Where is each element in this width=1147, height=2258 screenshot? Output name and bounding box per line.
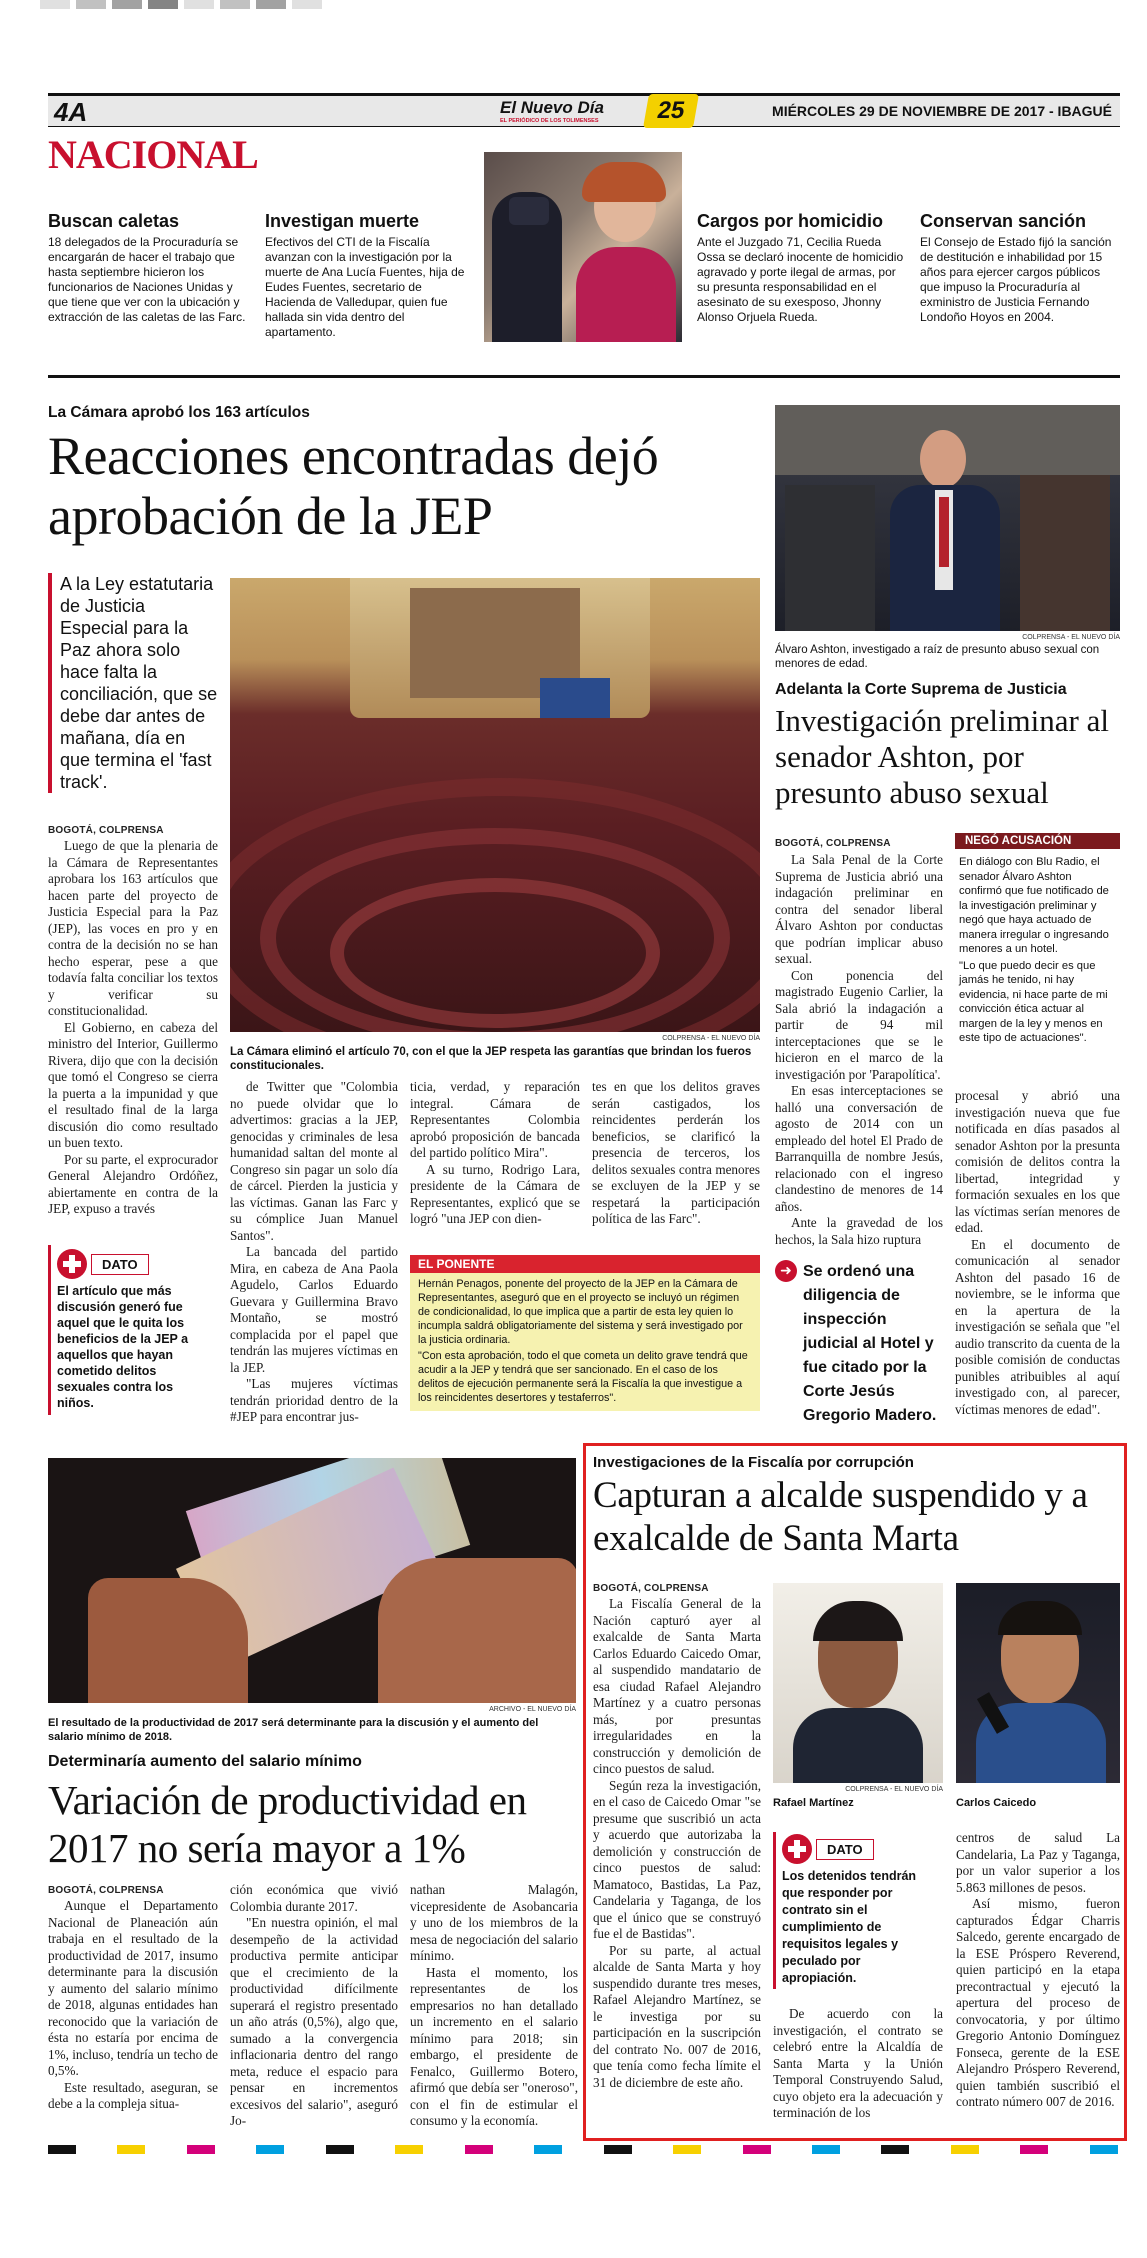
- alcalde-col2: [773, 2006, 943, 2122]
- jep-photo-credit: COLPRENSA - EL NUEVO DÍA: [662, 1035, 760, 1042]
- brief-title: Buscan caletas: [48, 211, 180, 231]
- dato-label: DATO: [91, 1254, 149, 1275]
- section-divider: [48, 375, 1120, 378]
- section-title: NACIONAL: [48, 132, 258, 177]
- paragraph: ción económica que vivió Colombia durante 2017.: [230, 1882, 398, 1914]
- alcalde-byline-text: BOGOTÁ, COLPRENSA: [593, 1583, 709, 1594]
- paragraph: En el documento de comunicación al senador Ashton del pasado 16 de noviembre, se le informa que en la apertura de la investigación se señala que "el audio transcrito da cuenta de la posible comisión de conductas punibles atribuibles al aquí investigado con, al parecer, víctimas menores de edad".: [955, 1236, 1120, 1417]
- paragraph: centros de salud La Candelaria, La Paz y Taganga, por un valor superior a los 5.863 millones de pesos.: [956, 1830, 1120, 1895]
- paragraph: De acuerdo con la investigación, el contrato se celebró entre la Alcaldía de Santa Marta y la Unión Temporal Construyendo Salud, cuyo objeto era la adecuación y terminación de los: [773, 2006, 943, 2120]
- brief-text: Efectivos del CTI de la Fiscalía avanzan con la investigación por la muerte de Ana Lucía Fuentes, hija de Eudes Fuentes, secretario de Hacienda de Valledupar, quien fue hallada sin vida dentro del apartamento.: [265, 235, 465, 339]
- box-quote: "Lo que puedo decir es que jamás he tenido, ni hay evidencia, ni hace parte de mi convicción ética actuar al margen de la ley y menos en este tipo de actuaciones".: [959, 959, 1108, 1044]
- paragraph: ticia, verdad, y reparación integral. Cámara de Representantes Colombia aprobó proposición de bancada del partido político Mira".: [410, 1079, 580, 1160]
- paragraph: procesal y abrió una investigación nueva que fue notificada en días pasados al senador Ashton por la presunta comisión de delitos contra la libertad, integridad y formación sexuales en los que las víctimas serían menores de edad.: [955, 1088, 1120, 1235]
- salario-photo-money: [48, 1458, 576, 1703]
- ashton-col2: [955, 1088, 1120, 1418]
- paragraph: "En nuestra opinión, el mal desempeño de la actividad productiva permite anticipar que el crecimiento de la productividad difícilmente superará el registro presentado un año atrás (0,5%), algo que, sumado a la convergencia inflacionaria dentro del rango meta, reduce el espacio para pensar en incrementos excesivos del salario", aseguró Jo-: [230, 1915, 398, 2128]
- salario-byline: [48, 1880, 164, 1898]
- dato-label: DATO: [816, 1839, 874, 1860]
- paragraph: Con ponencia del magistrado Eugenio Carlier, la Sala abrió la indagación a partir de 94 mil interceptaciones que se le hicieron en el marco de la investigación por 'Parapolítica'.: [775, 967, 943, 1082]
- color-registration-bar-top: [40, 0, 1100, 9]
- paragraph: Aunque el Departamento Nacional de Planeación aún trabaja en el resultado de la productividad de 2017, insumo determinante para la discusión y aumento del salario mínimo de 2018, algunas entidades han reconocido que la variación de ésta no estaría por encima de 1%, incluso, tendría un techo de 0,5%.: [48, 1898, 218, 2078]
- alcalde-col1: [593, 1596, 761, 2091]
- anniversary-number: 25: [655, 97, 687, 124]
- brief-2: [265, 211, 465, 340]
- paragraph: La Sala Penal de la Corte Suprema de Justicia abrió una indagación preliminar en contra del senador liberal Álvaro Ashton por conductas que podrían implicar abuso sexual.: [775, 852, 943, 966]
- alcalde-col3: [956, 1830, 1120, 2111]
- paragraph: tes en que los delitos graves serán castigados, los reincidentes perderán los beneficios, se clarificó la presencia de terceros, los delitos sexuales contra menores se excluyen de la JEP y se respetará la participación política de las Farc".: [592, 1079, 760, 1226]
- nego-acusacion-box: [955, 833, 1120, 1046]
- dato-text: Los detenidos tendrán que responder por contrato sin el cumplimiento de requisitos legales y peculado por apropiación.: [782, 1869, 917, 1985]
- jep-deck: [48, 573, 218, 793]
- alcalde-headline: Capturan a alcalde suspendido y a exalcalde de Santa Marta: [593, 1475, 1088, 1559]
- caption-carlos: Carlos Caicedo: [956, 1797, 1037, 1809]
- ponente-quote: "Con esta aprobación, todo el que cometa un delito grave tendrá que acudir a la JEP y tendrá que ser sancionado. En el caso de los delitos de ejecución permanente será la Fiscalía la que investigue a los reincidentes desertores y testaferros".: [418, 1350, 748, 1404]
- brief-text: 18 delegados de la Procuraduría se encargarán de hacer el trabajo que hasta septiembre hicieron los funcionarios de Naciones Unidas y que tiene que ver con la ubicación y extracción de las caletas de las Farc.: [48, 235, 246, 324]
- jep-dato-box: [48, 1245, 218, 1415]
- salario-col1: [48, 1898, 218, 2113]
- ashton-pullquote: [775, 1260, 943, 1428]
- alcalde-byline: [593, 1578, 709, 1596]
- salario-photo-credit: ARCHIVO - EL NUEVO DÍA: [489, 1706, 576, 1713]
- plus-icon: [57, 1249, 87, 1279]
- photo-carlos-caicedo: [956, 1583, 1120, 1783]
- salario-headline: Variación de productividad en 2017 no sería mayor a 1%: [48, 1777, 527, 1871]
- paragraph: Por su parte, el exprocurador General Alejandro Ordóñez, abiertamente en contra de la JEP, expuso a través: [48, 1151, 218, 1216]
- salario-col2: [230, 1882, 398, 2130]
- ponente-text: Hernán Penagos, ponente del proyecto de la JEP en la Cámara de Representantes, aseguró que en el proyecto se incluyó un régimen de condicionalidad, lo que implica que a partir de esta ley quien lo incumpla saldrá obligatoriamente del sistema y será investigado por la justicia ordinaria.: [418, 1278, 743, 1346]
- caption-rafael: Rafael Martínez: [773, 1797, 854, 1809]
- paragraph: Hasta el momento, los representantes de los empresarios no han detallado un incremento en el salario mínimo para 2018; sin embargo, el presidente de Fenalco, Guillermo Botero, afirmó que debía ser "oneroso", con el fin de estimular el consumo y la economía.: [410, 1964, 578, 2128]
- brief-3: [697, 211, 907, 325]
- ponente-label: EL PONENTE: [410, 1255, 760, 1273]
- jep-col3: [410, 1079, 580, 1228]
- paragraph: Según reza la investigación, en el caso de Caicedo Omar "se presume que suscribió un acta y acuerdo que autorizaba la demolición y construcción de cinco puestos de salud: Mamatoco, Bastidas, La Paz, Candelaria y Taganga, de los que el único que se construyó fue el de Bastidas".: [593, 1777, 761, 1941]
- arrow-right-icon: ➜: [775, 1260, 797, 1282]
- anniversary-badge: [643, 94, 699, 128]
- paragraph: A su turno, Rodrigo Lara, presidente de la Cámara de Representantes, explicó que se logró "una JEP con dien-: [410, 1161, 580, 1226]
- header-date: MIÉRCOLES 29 DE NOVIEMBRE DE 2017 - IBAGUÉ: [772, 103, 1112, 119]
- brief-1: [48, 211, 253, 325]
- paragraph: nathan Malagón, vicepresidente de Asobancaria y uno de los miembros de la mesa de negociación del salario mínimo.: [410, 1882, 578, 1963]
- paragraph: La bancada del partido Mira, en cabeza de Ana Paola Agudelo, Carlos Eduardo Guevara y Guillermina Bravo Montaño, se mostró complacida por el papel que tendrán las mujeres víctimas en la JEP.: [230, 1244, 398, 1375]
- brief-title: Cargos por homicidio: [697, 211, 884, 231]
- paragraph: El Gobierno, en cabeza del ministro del Interior, Guillermo Rivera, dijo que con la decisión que tomó el Congreso se cierra la puerta a la impunidad y que el resultado final de la larga discusión dio como resultado un buen texto.: [48, 1019, 218, 1150]
- salario-photo-caption: El resultado de la productividad de 2017 será determinante para la discusión y el aumento del salario mínimo de 2018.: [48, 1717, 539, 1743]
- paragraph: "Las mujeres víctimas tendrán prioridad dentro de la #JEP para encontrar jus-: [230, 1376, 398, 1424]
- plus-icon: [782, 1834, 812, 1864]
- brief-title: Conservan sanción: [920, 211, 1087, 231]
- ashton-photo-caption: Álvaro Ashton, investigado a raíz de presunto abuso sexual con menores de edad.: [775, 644, 1100, 670]
- ashton-byline-text: BOGOTÁ, COLPRENSA: [775, 838, 891, 849]
- jep-photo-caption: La Cámara eliminó el artículo 70, con el que la JEP respeta las garantías que brindan los fueros constitucionales.: [230, 1046, 752, 1072]
- brief-photo: [484, 152, 682, 342]
- ashton-col1: [775, 852, 943, 1248]
- alcalde-dato-box: [773, 1832, 943, 1989]
- dato-text: El artículo que más discusión generó fue aquel que le quita los beneficios de la JEP a aquellos que hayan cometido delitos sexuales contra los niños.: [57, 1284, 189, 1410]
- alcalde-kicker: Investigaciones de la Fiscalía por corrupción: [593, 1454, 914, 1471]
- paragraph: Luego de que la plenaria de la Cámara de Representantes aprobara los 163 artículos que hacen parte del proyecto de Justicia Especial para la Paz (JEP), las voces en pro y en contra de la decisión no se han hecho esperar, pese a que todavía falta conciliar los textos y verificar su constitucionalidad.: [48, 838, 218, 1018]
- paragraph: La Fiscalía General de la Nación capturó ayer al exalcalde de Santa Marta Carlos Eduardo Caicedo Omar, al suspendido mandatario de esa ciudad Rafael Alejandro Martínez y a cuatro personas más, por presuntas irregularidades en la construcción y demolición de cinco puestos de salud.: [593, 1596, 761, 1776]
- jep-kicker: La Cámara aprobó los 163 artículos: [48, 404, 310, 421]
- salario-byline-text: BOGOTÁ, COLPRENSA: [48, 1885, 164, 1896]
- jep-byline-text: BOGOTÁ, COLPRENSA: [48, 825, 164, 836]
- salario-col3: [410, 1882, 578, 2130]
- jep-col4: [592, 1079, 760, 1228]
- paragraph: Este resultado, aseguran, se debe a la compleja situa-: [48, 2079, 218, 2111]
- color-registration-bar-bottom: [48, 2145, 1118, 2155]
- ashton-byline: [775, 833, 891, 851]
- newspaper-logo: [500, 98, 640, 126]
- paragraph: Por su parte, al actual alcalde de Santa Marta y hoy suspendido durante tres meses, Rafael Alejandro Martínez, se le investiga por su participación en la suscripción del contrato No. 007 de 2016, que tenía como fecha límite el 31 de diciembre de este año.: [593, 1942, 761, 2090]
- jep-headline: Reacciones encontradas dejó aprobación de la JEP: [48, 426, 659, 546]
- jep-col2: [230, 1079, 398, 1426]
- box-label: NEGÓ ACUSACIÓN: [955, 833, 1120, 849]
- ashton-headline: Investigación preliminar al senador Ashton, por presunto abuso sexual: [775, 703, 1109, 810]
- ponente-box: [410, 1255, 760, 1411]
- pullquote-text: Se ordenó una diligencia de inspección judicial al Hotel y fue citado por la Corte Jesús Gregorio Madero.: [803, 1263, 937, 1424]
- alcalde-photo-credit: COLPRENSA - EL NUEVO DÍA: [845, 1786, 943, 1793]
- paragraph: de Twitter que "Colombia no puede olvidar que lo advertimos: gracias a la JEP, genocidas y criminales de lesa humanidad saltan del monte al Congreso sin pagar un solo día de cárcel. Pierden la justicia y las víctimas. Ganan las Farc y su cómplice Juan Manuel Santos".: [230, 1079, 398, 1243]
- brief-text: Ante el Juzgado 71, Cecilia Rueda Ossa se declaró inocente de homicidio agravado y porte ilegal de armas, por su presunta responsabilidad en el asesinato de su exesposo, Jhonny Alonso Orjuela Rueda.: [697, 235, 904, 324]
- jep-byline: [48, 820, 164, 838]
- logo-tagline: EL PERIÓDICO DE LOS TOLIMENSES: [500, 118, 599, 124]
- page-header: [48, 93, 1120, 127]
- page-number: 4A: [54, 97, 88, 127]
- photo-rafael-martinez: [773, 1583, 943, 1783]
- ashton-photo: [775, 405, 1120, 631]
- salario-kicker: Determinaría aumento del salario mínimo: [48, 1753, 362, 1770]
- brief-4: [920, 211, 1120, 325]
- paragraph: Ante la gravedad de los hechos, la Sala hizo ruptura: [775, 1215, 943, 1247]
- jep-deck-text: A la Ley estatutaria de Justicia Especial para la Paz ahora solo hace falta la conciliación, que se debe dar antes de mañana, día en que termina el 'fast track'.: [60, 574, 218, 792]
- ashton-kicker: Adelanta la Corte Suprema de Justicia: [775, 681, 1067, 698]
- jep-photo-congress: [230, 578, 760, 1032]
- logo-name: El Nuevo Día: [500, 98, 604, 117]
- ashton-photo-credit: COLPRENSA - EL NUEVO DÍA: [1022, 634, 1120, 641]
- box-text: En diálogo con Blu Radio, el senador Álvaro Ashton confirmó que fue notificado de la investigación preliminar y negó que haya actuado de manera irregular o ingresando menores a un hotel.: [959, 856, 1109, 955]
- jep-col1: [48, 838, 218, 1218]
- paragraph: Así mismo, fueron capturados Édgar Charris Salcedo, gerente encargado de la ESE Próspero Reverend, quien participó en la etapa precontractual y ejecutó la apertura del proceso de convocatoria, y por último Gregorio Antonio Domínguez Fonseca, gerente de la ESE Alejandro Próspero Reverend, quien también suscribió el contrato número 007 de 2016.: [956, 1896, 1120, 2109]
- paragraph: En esas interceptaciones se halló una conversación de agosto de 2014 con un empleado del hotel El Prado de Barranquilla de nombre Jesús, relacionado con el ingreso clandestino de menores de 14 años.: [775, 1083, 943, 1214]
- brief-text: El Consejo de Estado fijó la sanción de destitución e inhabilidad por 15 años para ejercer cargos públicos que impuso la Procuraduría al exministro de Justicia Fernando Londoño Hoyos en 2004.: [920, 235, 1112, 324]
- brief-title: Investigan muerte: [265, 211, 420, 231]
